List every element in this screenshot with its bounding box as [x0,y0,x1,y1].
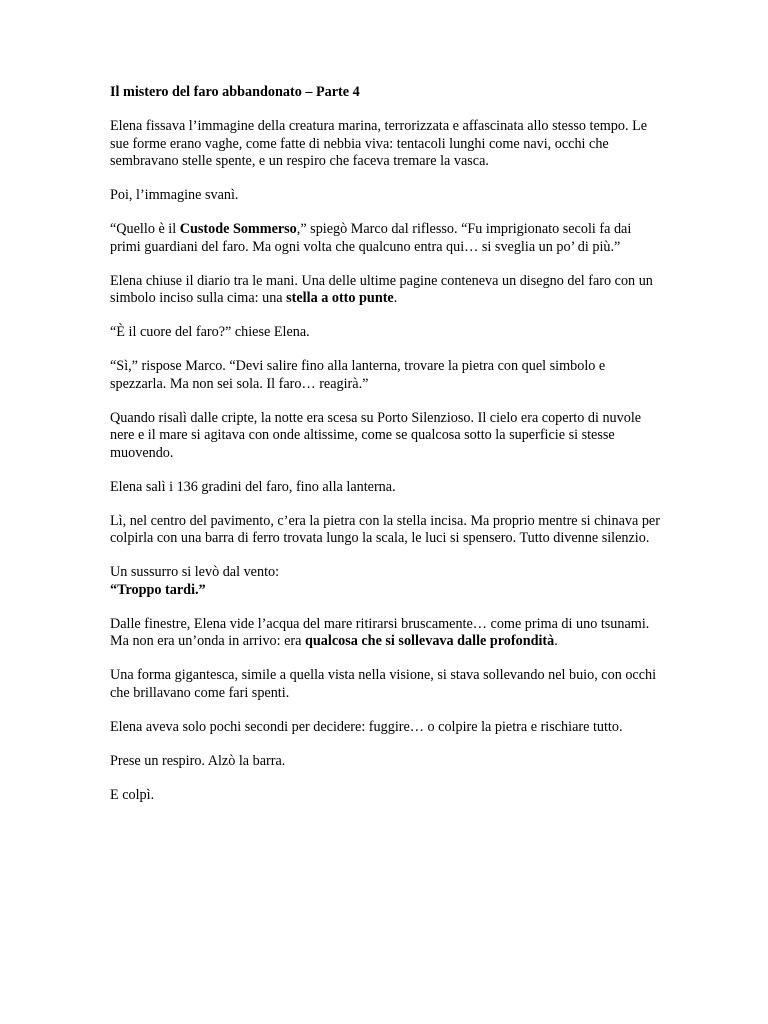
document-page [110,84,662,821]
paragraph-15: E colpì. [110,786,155,803]
paragraph-3 [110,221,662,256]
paragraph-8: Elena salì i 136 gradini del faro, fino alla lanterna. [110,478,396,495]
troppo-tardi-emphasis: “Troppo tardi.” [110,581,206,598]
paragraph-6: “Sì,” rispose Marco. “Devi salire fino alla lanterna, trovare la pietra con quel simbolo e spezzarla. Ma non sei sola. Il faro… reagirà.” [110,358,606,392]
paragraph-13: Elena aveva solo pochi secondi per decidere: fuggire… o colpire la pietra e rischiare tutto. [110,718,623,735]
paragraph-10 [110,564,662,599]
profondita-emphasis: qualcosa che si sollevava dalle profondità [305,633,555,649]
paragraph-11 [110,616,662,651]
paragraph-14: Prese un respiro. Alzò la barra. [110,752,286,769]
paragraph-10-text-a: Un sussurro si levò dal vento: [110,564,280,580]
paragraph-4 [110,273,662,308]
stella-emphasis: stella a otto punte [286,290,394,306]
paragraph-12: Una forma gigantesca, simile a quella vista nella visione, si stava sollevando nel buio, con occhi che brillavano come fari spenti. [110,667,657,701]
paragraph-5: “È il cuore del faro?” chiese Elena. [110,324,310,340]
paragraph-4-text-c: . [393,290,398,306]
paragraph-2: Poi, l’immagine svanì. [110,187,239,203]
paragraph-11-text-c: . [554,633,558,649]
paragraph-7: Quando risalì dalle cripte, la notte era scesa su Porto Silenzioso. Il cielo era coperto di nuvole nere e il mare si agitava con onde altissime, come se qualcosa sotto la superficie si stesse muovendo. [110,409,642,461]
paragraph-1: Elena fissava l’immagine della creatura marina, terrorizzata e affascinata allo stesso tempo. Le sue forme erano vaghe, come fatte di nebbia viva: tentacoli lunghi come navi, occhi che sembravano stelle spente, e un respiro che faceva tremare la vasca. [110,118,648,169]
paragraph-3-text-a: “Quello è il [110,221,180,237]
custode-sommerso-emphasis: Custode Sommerso [179,221,297,237]
paragraph-9: Lì, nel centro del pavimento, c’era la pietra con la stella incisa. Ma proprio mentre si chinava per colpirla con una barra di ferro trovata lungo la scala, le luci si spensero. Tutto divenne silenzio. [110,512,660,546]
document-title: Il mistero del faro abbandonato – Parte 4 [110,84,360,100]
paragraph-4-text-a: Elena chiuse il diario tra le mani. Una delle ultime pagine conteneva un disegno del faro con un simbolo inciso sulla cima: una [110,272,653,306]
paragraph-11-text-a: Dalle finestre, Elena vide l’acqua del mare ritirarsi bruscamente… come prima di uno tsunami. Ma non era un’onda in arrivo: era [110,615,650,649]
paragraph-3-text-c: ,” spiegò Marco dal riflesso. “Fu imprigionato secoli fa dai primi guardiani del faro. Ma ogni volta che qualcuno entra qui… si sveglia un po’ di più.” [110,221,632,255]
